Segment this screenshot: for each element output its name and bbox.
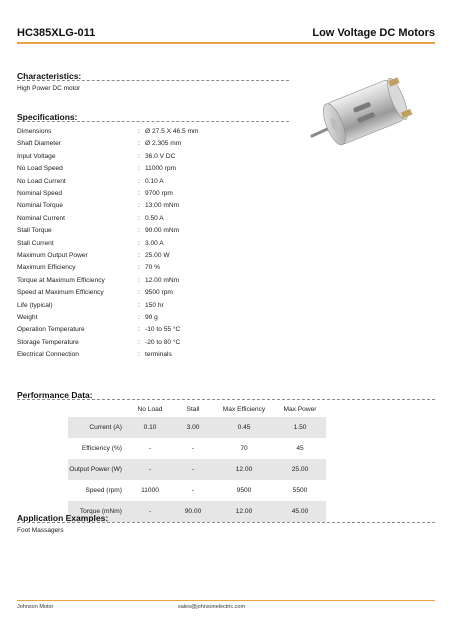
table-cell: 45 [296, 445, 304, 452]
spec-label: No Load Speed [17, 165, 63, 173]
performance-row [68, 417, 326, 438]
footer-email[interactable]: sales@johnsonelectric.com [178, 604, 246, 610]
spec-value: 25.00 W [145, 252, 170, 259]
spec-row [17, 289, 287, 301]
spec-value: 11000 rpm [145, 165, 177, 173]
spec-value: Ø 2.305 mm [145, 140, 182, 148]
spec-label: Nominal Speed [17, 190, 63, 197]
table-cell: - [191, 445, 195, 452]
spec-value: 90 g [145, 314, 158, 321]
table-cell: 12.00 [214, 459, 274, 480]
spec-separator: : [138, 177, 140, 185]
spec-label: No Load Current [17, 177, 66, 185]
characteristics-text: High Power DC motor [17, 85, 81, 92]
spec-separator: : [138, 239, 140, 247]
table-cell: 90.00 [172, 501, 214, 522]
spec-row [17, 264, 287, 276]
spec-value: Ø 27.5 X 46.5 mm [145, 128, 199, 135]
spec-label: Stall Torque [17, 227, 52, 235]
spec-separator: : [138, 190, 140, 197]
table-cell: 9500 [236, 487, 252, 494]
spec-row [17, 326, 287, 338]
spec-separator: : [138, 314, 140, 321]
spec-value: 9700 rpm [145, 190, 173, 197]
column-header: No Load [137, 406, 163, 413]
spec-value: 9500 rpm [145, 289, 173, 297]
spec-value: -10 to 55 °C [145, 326, 181, 334]
spec-value: 70 % [145, 264, 161, 272]
spec-row [17, 227, 287, 239]
characteristics-heading: Characteristics: [17, 71, 82, 81]
spec-row [17, 339, 287, 351]
spec-value: terminals [145, 351, 172, 359]
row-label: Output Power (W) [68, 459, 128, 480]
spec-label: Dimensions [17, 128, 52, 135]
spec-label: Torque at Maximum Efficiency [17, 276, 105, 284]
spec-separator: : [138, 351, 140, 359]
spec-row [17, 302, 287, 314]
spec-value: 150 hr [145, 301, 164, 309]
page-title: HC385XLG-011 [17, 27, 96, 39]
spec-value: 3.00 A [145, 239, 164, 247]
column-header: Max Power [283, 406, 317, 413]
performance-heading: Performance Data: [17, 390, 93, 400]
performance-header-row [68, 402, 326, 417]
spec-row [17, 202, 287, 214]
applications-divider [17, 522, 435, 523]
spec-separator: : [138, 252, 140, 259]
spec-label: Operation Temperature [17, 326, 85, 334]
table-cell: 3.00 [172, 417, 214, 438]
row-label: Torque (mNm) [68, 501, 128, 522]
spec-row [17, 240, 287, 252]
performance-row [68, 480, 326, 501]
spec-label: Storage Temperature [17, 338, 79, 346]
spec-label: Input Voltage [17, 152, 56, 160]
spec-separator: : [138, 128, 140, 135]
table-cell: 25.00 [274, 459, 326, 480]
header-rule [17, 42, 435, 44]
table-cell: - [128, 459, 172, 480]
spec-value: 90.00 mNm [145, 227, 180, 235]
row-label: Speed (rpm) [85, 487, 122, 494]
spec-separator: : [138, 140, 140, 148]
spec-value: 12.00 mNm [145, 276, 180, 284]
applications-text: Foot Massagers [17, 527, 64, 534]
spec-label: Life (typical) [17, 301, 53, 309]
spec-label: Maximum Output Power [17, 252, 88, 259]
spec-row [17, 140, 287, 152]
product-category: Low Voltage DC Motors [312, 27, 435, 39]
spec-row [17, 215, 287, 227]
column-header [68, 402, 128, 417]
table-cell: 0.10 [128, 417, 172, 438]
specifications-divider [17, 121, 289, 122]
spec-separator: : [138, 326, 140, 334]
spec-value: 0.10 A [145, 177, 164, 185]
spec-label: Maximum Efficiency [17, 264, 76, 272]
spec-row [17, 314, 287, 326]
spec-separator: : [138, 202, 140, 210]
spec-value: 36.0 V DC [145, 152, 176, 160]
performance-row [68, 459, 326, 480]
table-cell: 11000 [141, 487, 159, 494]
spec-value: 13.00 mNm [145, 202, 180, 210]
spec-label: Shaft Diameter [17, 140, 61, 148]
spec-row [17, 190, 287, 202]
spec-row [17, 252, 287, 264]
table-cell: 70 [240, 445, 248, 452]
spec-row [17, 178, 287, 190]
specifications-heading: Specifications: [17, 112, 78, 122]
spec-separator: : [138, 152, 140, 160]
column-header: Max Efficiency [222, 406, 266, 413]
spec-row [17, 153, 287, 165]
spec-label: Nominal Current [17, 214, 66, 222]
spec-separator: : [138, 301, 140, 309]
table-cell: - [191, 487, 195, 494]
footer-rule [17, 600, 435, 601]
characteristics-divider [17, 80, 289, 81]
spec-separator: : [138, 214, 140, 222]
spec-row [17, 277, 287, 289]
spec-row [17, 165, 287, 177]
row-label: Efficiency (%) [81, 445, 122, 452]
applications-heading: Application Examples: [17, 513, 109, 523]
table-cell: 1.50 [274, 417, 326, 438]
table-cell: 5500 [292, 487, 308, 494]
spec-separator: : [138, 276, 140, 284]
performance-divider [17, 399, 435, 400]
row-label: Current (A) [68, 417, 128, 438]
spec-label: Stall Current [17, 239, 54, 247]
spec-row [17, 351, 287, 363]
performance-row [68, 438, 326, 459]
spec-separator: : [138, 338, 140, 346]
spec-separator: : [138, 227, 140, 235]
table-cell: 0.45 [214, 417, 274, 438]
spec-label: Electrical Connection [17, 351, 79, 359]
spec-value: 0.50 A [145, 214, 164, 222]
spec-label: Weight [17, 314, 38, 321]
table-cell: - [148, 445, 152, 452]
performance-table [68, 402, 326, 522]
table-cell: 45.00 [274, 501, 326, 522]
spec-separator: : [138, 289, 140, 297]
spec-separator: : [138, 264, 140, 272]
spec-separator: : [138, 165, 140, 173]
column-header: Stall [186, 406, 200, 413]
table-cell: 12.00 [214, 501, 274, 522]
spec-value: -20 to 80 °C [145, 338, 181, 346]
spec-row [17, 128, 287, 140]
footer-company: Johnson Motor [17, 604, 54, 610]
spec-label: Speed at Maximum Efficiency [17, 289, 104, 297]
table-cell: - [172, 459, 214, 480]
motor-image [300, 62, 430, 162]
table-cell: - [128, 501, 172, 522]
spec-label: Nominal Torque [17, 202, 64, 210]
